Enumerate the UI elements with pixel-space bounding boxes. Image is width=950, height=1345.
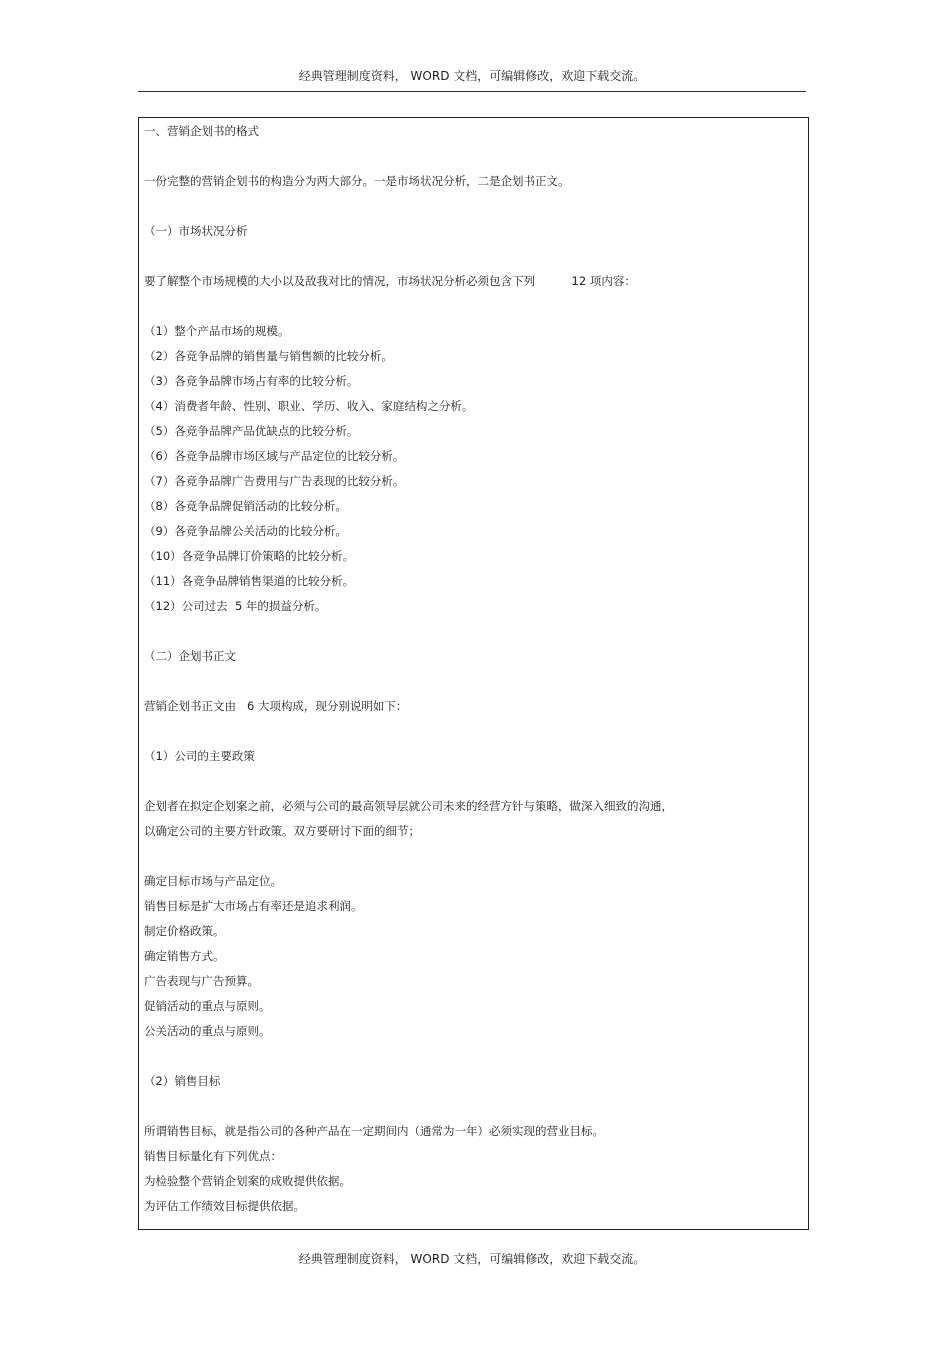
blank-line: [144, 619, 804, 644]
text-line: （二）企划书正文: [144, 649, 236, 663]
blank-line: [144, 194, 804, 219]
text-line: 公关活动的重点与原则。: [144, 1024, 271, 1038]
text-line: 一份完整的营销企划书的构造分为两大部分。一是市场状况分析，二是企划书正文。: [144, 174, 570, 188]
text-line: 销售目标量化有下列优点：: [144, 1149, 282, 1163]
text-line: （2）各竞争品牌的销售量与销售额的比较分析。: [144, 349, 393, 363]
text-line: （6）各竞争品牌市场区域与产品定位的比较分析。: [144, 449, 405, 463]
text-line: 为评估工作绩效目标提供依据。: [144, 1199, 305, 1213]
blank-line: [144, 669, 804, 694]
page-footer: 经典管理制度资料， WORD 文档，可编辑修改，欢迎下载交流。: [298, 1252, 646, 1266]
text-line: 确定销售方式。: [144, 949, 225, 963]
text-line: （12）公司过去 5 年的损益分析。: [144, 599, 327, 613]
blank-line: [144, 1044, 804, 1069]
text-line: （7）各竞争品牌广告费用与广告表现的比较分析。: [144, 474, 405, 488]
blank-line: [144, 144, 804, 169]
text-line: （5）各竞争品牌产品优缺点的比较分析。: [144, 424, 359, 438]
text-line: 企划者在拟定企划案之前，必须与公司的最高领导层就公司未来的经营方针与策略，做深入细致的沟通，: [144, 799, 673, 813]
blank-line: [144, 769, 804, 794]
header-divider: [138, 91, 806, 92]
page-header: 经典管理制度资料， WORD 文档，可编辑修改，欢迎下载交流。: [298, 69, 646, 83]
text-line: （9）各竞争品牌公关活动的比较分析。: [144, 524, 347, 538]
text-line: 营销企划书正文由 6 大项构成，现分别说明如下：: [144, 699, 408, 713]
blank-line: [144, 1094, 804, 1119]
text-line: 促销活动的重点与原则。: [144, 999, 271, 1013]
text-line: 确定目标市场与产品定位。: [144, 874, 282, 888]
text-line: （1）整个产品市场的规模。: [144, 324, 290, 338]
text-line: 销售目标是扩大市场占有率还是追求利润。: [144, 899, 363, 913]
text-line: 要了解整个市场规模的大小以及敌我对比的情况，市场状况分析必须包含下列 12 项内容：: [144, 274, 636, 288]
text-line: （4）消费者年龄、性别、职业、学历、收入、家庭结构之分析。: [144, 399, 474, 413]
text-line: 制定价格政策。: [144, 924, 225, 938]
text-line: （11）各竞争品牌销售渠道的比较分析。: [144, 574, 355, 588]
blank-line: [144, 719, 804, 744]
blank-line: [144, 294, 804, 319]
text-line: （2）销售目标: [144, 1074, 221, 1088]
text-line: （8）各竞争品牌促销活动的比较分析。: [144, 499, 347, 513]
text-line: 所谓销售目标，就是指公司的各种产品在一定期间内（通常为一年）必须实现的营业目标。: [144, 1124, 604, 1138]
text-line: （3）各竞争品牌市场占有率的比较分析。: [144, 374, 359, 388]
text-line: 为检验整个营销企划案的成败提供依据。: [144, 1174, 351, 1188]
text-line: 广告表现与广告预算。: [144, 974, 259, 988]
text-line: （一）市场状况分析: [144, 224, 248, 238]
text-line: （1）公司的主要政策: [144, 749, 255, 763]
document-body: [144, 119, 804, 1219]
text-line: 以确定公司的主要方针政策。双方要研讨下面的细节；: [144, 824, 420, 838]
blank-line: [144, 244, 804, 269]
text-line: 一、营销企划书的格式: [144, 124, 259, 138]
text-line: （10）各竞争品牌订价策略的比较分析。: [144, 549, 355, 563]
blank-line: [144, 844, 804, 869]
